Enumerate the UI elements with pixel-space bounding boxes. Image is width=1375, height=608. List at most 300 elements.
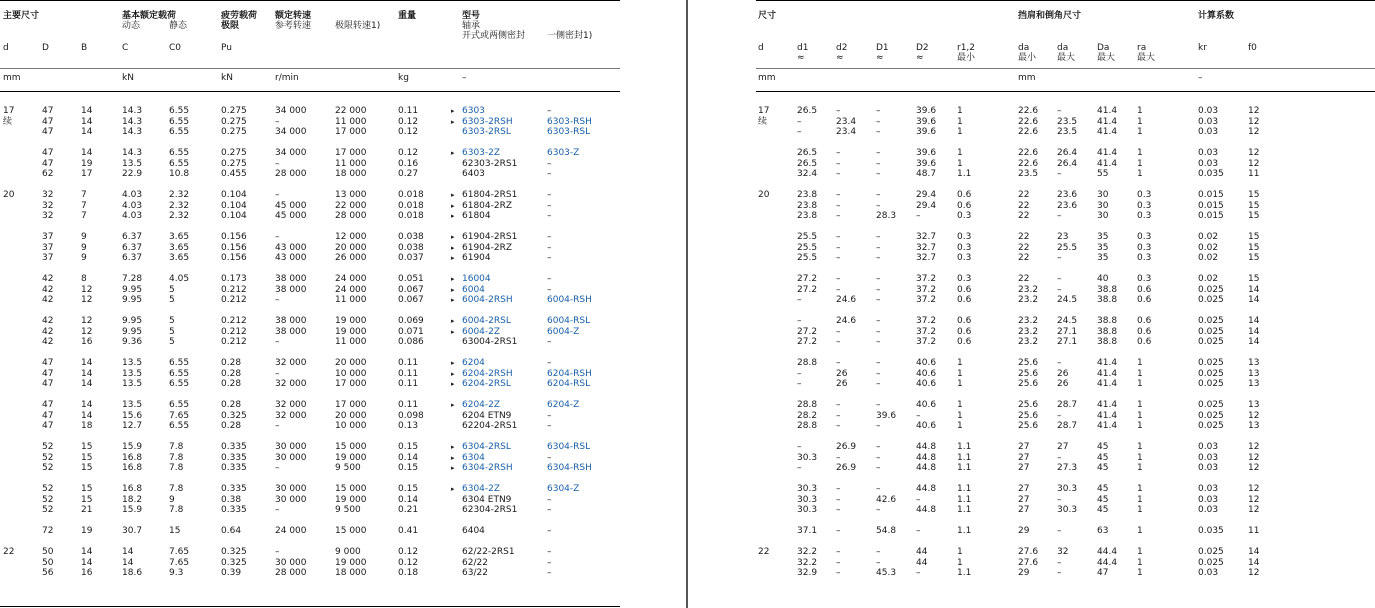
- static-load: 6.55: [169, 106, 190, 116]
- value-d1: –: [876, 421, 881, 431]
- value-da: 41.4: [1097, 358, 1118, 368]
- value-damax: 23.6: [1057, 200, 1078, 211]
- designation-link[interactable]: 6204: [462, 358, 485, 368]
- one-side-seal-link[interactable]: 6204-Z: [547, 400, 580, 410]
- value-ra: 1: [1137, 358, 1143, 368]
- value-d1: 26.5: [797, 158, 818, 169]
- value-d2: –: [836, 421, 841, 431]
- value-f0: 14: [1248, 284, 1260, 295]
- value-damax: –: [1057, 169, 1062, 179]
- popular-item-marker-icon: ▸: [451, 275, 455, 283]
- width: 19: [81, 526, 93, 536]
- designation-link[interactable]: 6303-2RSL: [462, 127, 511, 137]
- basic-load-heading: 基本额定载荷: [122, 11, 177, 21]
- value-damax: –: [1057, 253, 1062, 263]
- value-d2: –: [836, 148, 841, 158]
- mass-value: 0.11: [398, 368, 419, 379]
- reference-speed: 30 000: [275, 452, 307, 463]
- one-side-seal-link[interactable]: 6304-Z: [547, 484, 580, 494]
- value-kr: 0.025: [1198, 337, 1224, 347]
- dynamic-load: 6.37: [122, 242, 143, 253]
- value-r: 1.1: [957, 169, 972, 179]
- dynamic-load: 13.5: [122, 379, 143, 389]
- outer-diameter: 47: [42, 368, 54, 379]
- outer-diameter: 47: [42, 116, 54, 127]
- value-da: 25.6: [1018, 400, 1039, 410]
- one-side-seal-link[interactable]: 6304-RSH: [547, 463, 592, 473]
- one-side-seal: –: [547, 494, 552, 505]
- designation-link[interactable]: 6004: [462, 284, 485, 295]
- outer-diameter: 42: [42, 316, 54, 326]
- value-kr: 0.03: [1198, 127, 1219, 137]
- mass-value: 0.071: [398, 326, 424, 337]
- limiting-speed: 12 000: [335, 232, 367, 242]
- value-damax: 24.5: [1057, 295, 1078, 305]
- one-side-seal-link[interactable]: 6303-Z: [547, 148, 580, 158]
- sym-C0: C0: [169, 43, 182, 53]
- value-d2: 44.8: [916, 505, 937, 515]
- mass-value: 0.11: [398, 106, 419, 116]
- value-r: 1: [957, 400, 963, 410]
- bore-diameter: 22: [3, 547, 15, 557]
- value-f0: 13: [1248, 400, 1260, 410]
- value-d2: 37.2: [916, 274, 937, 284]
- value-da: 41.4: [1097, 106, 1118, 116]
- designation-link[interactable]: 6303: [462, 106, 485, 116]
- fatigue-load: 0.38: [221, 494, 242, 505]
- value-d2: 23.4: [836, 116, 857, 127]
- dynamic-load: 16.8: [122, 484, 143, 494]
- value-da: 45: [1097, 505, 1109, 515]
- value-da: 30: [1097, 190, 1109, 200]
- static-load: 6.55: [169, 358, 190, 368]
- value-d1: –: [876, 505, 881, 515]
- outer-diameter: 52: [42, 494, 54, 505]
- dynamic-load: 12.7: [122, 421, 143, 431]
- value-damax: 32: [1057, 547, 1069, 557]
- fatigue-load: 0.28: [221, 368, 242, 379]
- one-side-seal: –: [547, 232, 552, 242]
- value-da: 25.6: [1018, 379, 1039, 389]
- value-ra: 0.3: [1137, 211, 1152, 221]
- width: 8: [81, 274, 87, 284]
- value-r: 0.6: [957, 337, 972, 347]
- fatigue-load: 0.335: [221, 452, 247, 463]
- width: 9: [81, 253, 87, 263]
- width: 14: [81, 379, 93, 389]
- value-d2: –: [916, 568, 921, 578]
- fatigue-load: 0.173: [221, 274, 247, 284]
- fatigue-load: 0.28: [221, 358, 242, 368]
- outer-diameter: 47: [42, 106, 54, 116]
- continued-note: 续: [3, 116, 13, 127]
- limiting-speed: 24 000: [335, 284, 367, 295]
- value-d2: –: [836, 557, 841, 568]
- value-d2: 44: [916, 557, 928, 568]
- one-side-seal-link[interactable]: 6304-RSL: [547, 442, 591, 452]
- value-ra: 1: [1137, 127, 1143, 137]
- reference-speed: 32 000: [275, 400, 307, 410]
- unit-dash: –: [1198, 73, 1203, 83]
- static-load: 7.8: [169, 452, 184, 463]
- value-damax: –: [1057, 410, 1062, 421]
- one-side-seal: –: [547, 253, 552, 263]
- value-da: 38.8: [1097, 326, 1118, 337]
- value-da: 22.6: [1018, 148, 1039, 158]
- static-load: 6.55: [169, 127, 190, 137]
- designation-link[interactable]: 6004-2Z: [462, 326, 501, 337]
- width: 15: [81, 494, 93, 505]
- static-label: 静态: [169, 21, 188, 31]
- static-load: 5: [169, 326, 175, 337]
- designation-link[interactable]: 16004: [462, 274, 491, 284]
- value-d1: 30.3: [797, 494, 818, 505]
- value-f0: 14: [1248, 547, 1260, 557]
- value-d1: 42.6: [876, 494, 897, 505]
- sym-d1: d1: [797, 43, 809, 53]
- fatigue-load: 0.325: [221, 547, 247, 557]
- value-d1: 45.3: [876, 568, 897, 578]
- one-side-seal-link[interactable]: 6004-RSH: [547, 295, 592, 305]
- value-da: 45: [1097, 484, 1109, 494]
- value-kr: 0.025: [1198, 358, 1224, 368]
- value-r: 0.6: [957, 284, 972, 295]
- outer-diameter: 42: [42, 284, 54, 295]
- value-d2: 24.6: [836, 316, 857, 326]
- value-ra: 0.3: [1137, 200, 1152, 211]
- value-da: 29: [1018, 568, 1030, 578]
- value-d2: –: [836, 547, 841, 557]
- mass-value: 0.15: [398, 484, 419, 494]
- value-kr: 0.03: [1198, 158, 1219, 169]
- value-ra: 0.6: [1137, 295, 1152, 305]
- outer-diameter: 52: [42, 442, 54, 452]
- fatigue-load: 0.212: [221, 337, 247, 347]
- mass-value: 0.11: [398, 400, 419, 410]
- value-d2: –: [836, 232, 841, 242]
- one-side-seal: –: [547, 547, 552, 557]
- dynamic-load: 9.95: [122, 284, 143, 295]
- static-load: 15: [169, 526, 181, 536]
- sym-ra: ra: [1137, 43, 1147, 53]
- mass-value: 0.12: [398, 148, 419, 158]
- mass-value: 0.037: [398, 253, 424, 263]
- bearing-label: 轴承: [462, 21, 481, 31]
- value-d1: 30.3: [797, 505, 818, 515]
- one-side-seal-link[interactable]: 6303-RSL: [547, 127, 591, 137]
- designation-link[interactable]: 6304: [462, 452, 485, 463]
- popular-item-marker-icon: ▸: [451, 369, 455, 378]
- reference-speed: –: [275, 463, 280, 473]
- designation-link[interactable]: 6204-2RSL: [462, 379, 511, 389]
- static-load: 7.8: [169, 484, 184, 494]
- value-ra: 0.3: [1137, 232, 1152, 242]
- mass-value: 0.067: [398, 284, 424, 295]
- value-d2: –: [836, 169, 841, 179]
- value-d2: 44: [916, 547, 928, 557]
- static-load: 3.65: [169, 232, 190, 242]
- value-da: 45: [1097, 463, 1109, 473]
- value-r: 1.1: [957, 568, 972, 578]
- outer-diameter: 32: [42, 200, 54, 211]
- value-da: 22: [1018, 200, 1030, 211]
- popular-item-marker-icon: ▸: [451, 201, 455, 210]
- mass-value: 0.038: [398, 232, 424, 242]
- reference-speed: 30 000: [275, 494, 307, 505]
- dynamic-load: 22.9: [122, 169, 143, 179]
- value-d2: –: [836, 284, 841, 295]
- designation-link[interactable]: 6004-2RSH: [462, 295, 513, 305]
- limiting-speed: 9 000: [335, 547, 361, 557]
- value-r: 1: [957, 116, 963, 127]
- value-da: 47: [1097, 568, 1109, 578]
- reference-speed: 38 000: [275, 274, 307, 284]
- value-r: 0.6: [957, 295, 972, 305]
- mass-value: 0.27: [398, 169, 419, 179]
- value-d2: –: [836, 106, 841, 116]
- value-da: 27: [1018, 494, 1030, 505]
- value-ra: 0.3: [1137, 274, 1152, 284]
- value-f0: 14: [1248, 295, 1260, 305]
- one-side-seal-link[interactable]: 6004-RSL: [547, 316, 591, 326]
- outer-diameter: 37: [42, 253, 54, 263]
- outer-diameter: 47: [42, 127, 54, 137]
- reference-speed: 43 000: [275, 242, 307, 253]
- value-da: 25.6: [1018, 410, 1039, 421]
- unit-kn-2: kN: [221, 73, 233, 83]
- value-r: 0.3: [957, 242, 972, 253]
- value-d2: 37.2: [916, 316, 937, 326]
- value-f0: 12: [1248, 484, 1260, 494]
- value-f0: 14: [1248, 557, 1260, 568]
- value-da: 30: [1097, 211, 1109, 221]
- value-f0: 13: [1248, 368, 1260, 379]
- value-kr: 0.025: [1198, 557, 1224, 568]
- dynamic-load: 14.3: [122, 127, 143, 137]
- value-d1: –: [876, 442, 881, 452]
- sym-f0: f0: [1248, 43, 1257, 53]
- limiting-speed: 10 000: [335, 368, 367, 379]
- sym-Pu: Pu: [221, 43, 232, 53]
- dynamic-load: 18.6: [122, 568, 143, 578]
- mass-value: 0.14: [398, 494, 419, 505]
- value-d1: 32.2: [797, 557, 818, 568]
- width: 14: [81, 148, 93, 158]
- static-load: 5: [169, 337, 175, 347]
- sym-da-min: da: [1018, 43, 1030, 53]
- reference-speed: –: [275, 116, 280, 127]
- outer-diameter: 47: [42, 158, 54, 169]
- value-r: 1.1: [957, 494, 972, 505]
- outer-diameter: 50: [42, 547, 54, 557]
- value-ra: 1: [1137, 568, 1143, 578]
- reference-speed: –: [275, 158, 280, 169]
- value-d1: –: [797, 368, 802, 379]
- value-d1: –: [876, 284, 881, 295]
- dynamic-load: 14.3: [122, 116, 143, 127]
- dynamic-load: 18.2: [122, 494, 143, 505]
- value-kr: 0.03: [1198, 148, 1219, 158]
- value-d2: –: [836, 211, 841, 221]
- value-kr: 0.03: [1198, 505, 1219, 515]
- value-d2: –: [916, 494, 921, 505]
- value-d2: –: [836, 274, 841, 284]
- value-d2: 37.2: [916, 326, 937, 337]
- value-ra: 1: [1137, 116, 1143, 127]
- static-load: 6.55: [169, 148, 190, 158]
- mass-value: 0.018: [398, 211, 424, 221]
- one-side-seal: –: [547, 211, 552, 221]
- limiting-speed: 20 000: [335, 410, 367, 421]
- fatigue-load: 0.104: [221, 200, 247, 211]
- value-damax: 27.1: [1057, 326, 1078, 337]
- reference-speed: –: [275, 337, 280, 347]
- popular-item-marker-icon: ▸: [451, 243, 455, 252]
- value-d1: 30.3: [797, 484, 818, 494]
- reference-speed: 30 000: [275, 484, 307, 494]
- width: 14: [81, 557, 93, 568]
- width: 17: [81, 169, 93, 179]
- dynamic-load: 13.5: [122, 358, 143, 368]
- value-da: 23.2: [1018, 337, 1039, 347]
- continued-note: 续: [758, 116, 768, 127]
- designation-link[interactable]: 6304-2RSL: [462, 442, 511, 452]
- reference-speed: 43 000: [275, 253, 307, 263]
- limiting-speed: 19 000: [335, 326, 367, 337]
- value-da: 41.4: [1097, 368, 1118, 379]
- value-damax: 23.5: [1057, 116, 1078, 127]
- value-ra: 1: [1137, 442, 1143, 452]
- value-kr: 0.035: [1198, 169, 1224, 179]
- width: 14: [81, 106, 93, 116]
- popular-item-marker-icon: ▸: [451, 296, 455, 304]
- value-d2: 37.2: [916, 337, 937, 347]
- value-kr: 0.03: [1198, 116, 1219, 127]
- value-kr: 0.02: [1198, 253, 1219, 263]
- calc-factors-heading: 计算系数: [1198, 11, 1235, 21]
- width: 19: [81, 158, 93, 169]
- value-d1: –: [797, 463, 802, 473]
- value-d2: 26: [836, 368, 848, 379]
- outer-diameter: 47: [42, 400, 54, 410]
- one-side-seal: –: [547, 337, 552, 347]
- dynamic-load: 14.3: [122, 106, 143, 116]
- designation-link[interactable]: 6204-2Z: [462, 400, 501, 410]
- value-d2: –: [836, 158, 841, 169]
- one-side-seal-link[interactable]: 6204-RSL: [547, 379, 591, 389]
- limiting-speed: 19 000: [335, 452, 367, 463]
- value-d1: 25.5: [797, 232, 818, 242]
- value-d1: 39.6: [876, 410, 897, 421]
- value-da: 38.8: [1097, 337, 1118, 347]
- width: 12: [81, 295, 93, 305]
- mass-value: 0.12: [398, 116, 419, 127]
- limiting-speed: 26 000: [335, 253, 367, 263]
- static-load: 6.55: [169, 379, 190, 389]
- mass-value: 0.018: [398, 200, 424, 211]
- designation-link[interactable]: 6303-2Z: [462, 148, 501, 158]
- limiting-speed: 15 000: [335, 526, 367, 536]
- value-f0: 13: [1248, 358, 1260, 368]
- outer-diameter: 37: [42, 242, 54, 253]
- designation-link[interactable]: 6304-2Z: [462, 484, 501, 494]
- value-kr: 0.03: [1198, 452, 1219, 463]
- limit-speed-label: 极限转速1): [335, 21, 381, 31]
- designation-link[interactable]: 6004-2RSL: [462, 316, 511, 326]
- unit-mm-2: mm: [1018, 73, 1036, 83]
- value-d1: –: [876, 295, 881, 305]
- one-side-seal-link[interactable]: 6204-RSH: [547, 368, 592, 379]
- fatigue-load: 0.156: [221, 242, 247, 253]
- mass-value: 0.038: [398, 242, 424, 253]
- value-kr: 0.015: [1198, 200, 1224, 211]
- mass-value: 0.098: [398, 410, 424, 421]
- popular-item-marker-icon: ▸: [451, 485, 455, 493]
- main-dims-heading: 主要尺寸: [3, 11, 40, 21]
- dynamic-load: 9.36: [122, 337, 143, 347]
- one-side-label: 一侧密封1): [547, 31, 593, 41]
- header-rule: [0, 68, 620, 69]
- reference-speed: 38 000: [275, 326, 307, 337]
- value-f0: 12: [1248, 568, 1260, 578]
- value-d1: 27.2: [797, 326, 818, 337]
- value-d1: –: [876, 358, 881, 368]
- one-side-seal-link[interactable]: 6303-RSH: [547, 116, 592, 127]
- value-d2: –: [836, 484, 841, 494]
- value-da: 25.6: [1018, 368, 1039, 379]
- width: 14: [81, 358, 93, 368]
- one-side-seal: –: [547, 190, 552, 200]
- sym-B: B: [81, 43, 88, 53]
- limiting-speed: 28 000: [335, 211, 367, 221]
- value-d2: 40.6: [916, 368, 937, 379]
- fatigue-load: 0.28: [221, 421, 242, 431]
- width: 12: [81, 326, 93, 337]
- one-side-seal-link[interactable]: 6004-Z: [547, 326, 580, 337]
- static-load: 4.05: [169, 274, 190, 284]
- designation-link[interactable]: 6204-2RSH: [462, 368, 513, 379]
- designation-link[interactable]: 6303-2RSH: [462, 116, 513, 127]
- value-d1: 27.2: [797, 284, 818, 295]
- static-load: 5: [169, 295, 175, 305]
- value-r: 1.1: [957, 505, 972, 515]
- sym-r12: r1,2: [957, 43, 976, 53]
- width: 14: [81, 547, 93, 557]
- value-ra: 1: [1137, 494, 1143, 505]
- value-f0: 12: [1248, 106, 1260, 116]
- value-r: 0.3: [957, 253, 972, 263]
- designation-link[interactable]: 6304-2RSH: [462, 463, 513, 473]
- value-d2: 44.8: [916, 484, 937, 494]
- value-da: 23.5: [1018, 169, 1039, 179]
- outer-diameter: 52: [42, 505, 54, 515]
- value-damax: –: [1057, 526, 1062, 536]
- value-d1: –: [797, 127, 802, 137]
- value-kr: 0.02: [1198, 274, 1219, 284]
- mass-value: 0.018: [398, 190, 424, 200]
- value-d2: 32.7: [916, 242, 937, 253]
- mass-value: 0.16: [398, 158, 419, 169]
- sym-D2: D2: [916, 43, 929, 53]
- popular-item-marker-icon: ▸: [451, 117, 455, 126]
- value-r: 1: [957, 410, 963, 421]
- dynamic-load: 13.5: [122, 400, 143, 410]
- value-d1: 23.8: [797, 190, 818, 200]
- min-1: 最小: [957, 53, 976, 63]
- sym-kr: kr: [1198, 43, 1207, 53]
- dynamic-load: 9.95: [122, 295, 143, 305]
- value-da: 45: [1097, 494, 1109, 505]
